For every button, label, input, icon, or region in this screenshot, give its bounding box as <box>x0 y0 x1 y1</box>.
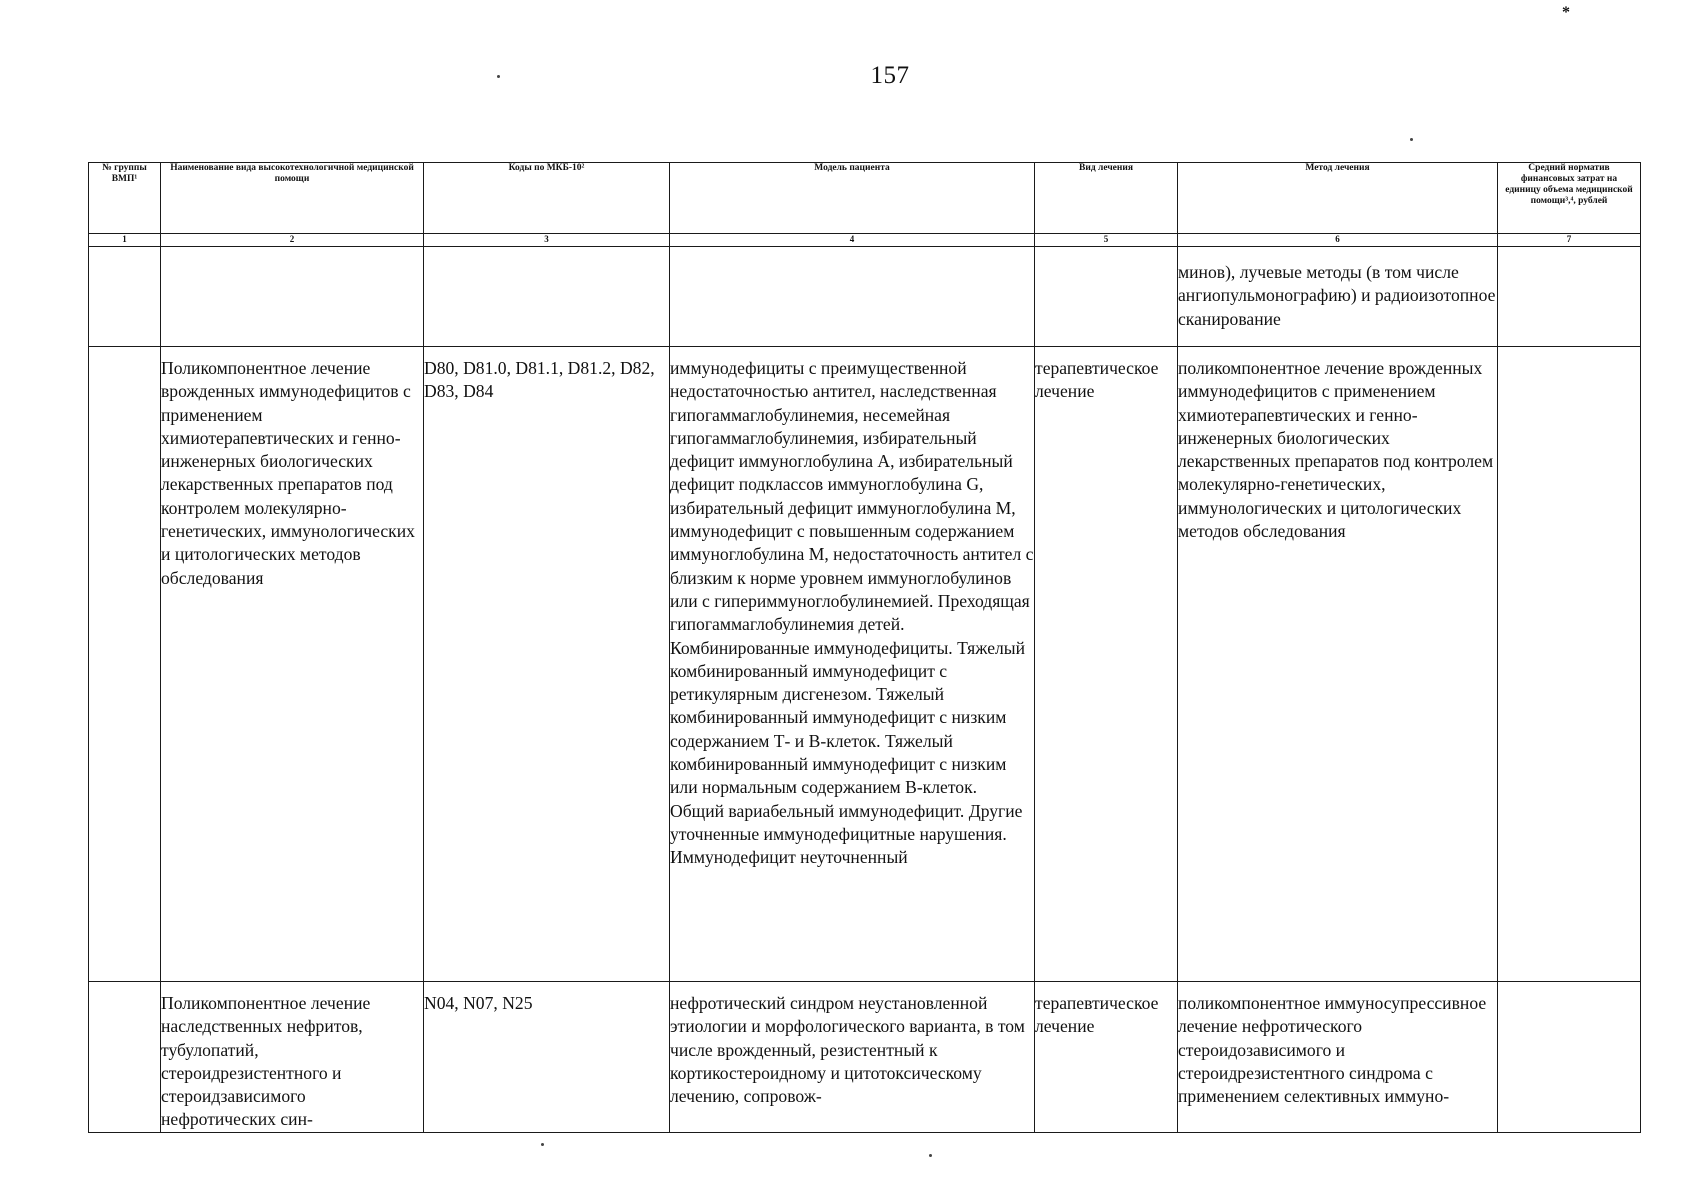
header-type: Вид лечения <box>1035 163 1178 234</box>
cell-group <box>89 247 161 347</box>
cell-method: поликомпонентное лечение врожденных иммунодефицитов с применением химиотерапевтических и генно-инженерных биологических лекарственных препаратов под контролем молекулярно-генетических, иммунологических и цитологических методов обследования <box>1178 347 1498 982</box>
column-number: 7 <box>1498 234 1641 247</box>
cell-codes <box>424 247 670 347</box>
header-group: № группы ВМП¹ <box>89 163 161 234</box>
header-cost: Средний норматив финансовых затрат на единицу объема медицинской помощи³,⁴, рублей <box>1498 163 1641 234</box>
cell-group <box>89 347 161 982</box>
column-number-row <box>89 234 1641 247</box>
corner-mark: * <box>1562 4 1570 21</box>
column-number: 2 <box>161 234 424 247</box>
scan-speck <box>497 75 500 78</box>
cell-model: иммунодефициты с преимущественной недостаточностью антител, наследственная гипогаммаглобулинемия, несемейная гипогаммаглобулинемия, избирательный дефицит иммуноглобулина А, избирательный дефицит подклассов иммуноглобулина G, избирательный дефицит иммуноглобулина М, иммунодефицит с повышенным содержанием иммуноглобулина М, недостаточность антител с близким к норме уровнем иммуноглобулинов или с гипериммуноглобулинемией. Преходящая гипогаммаглобулинемия детей. Комбинированные иммунодефициты. Тяжелый комбинированный иммунодефицит с ретикулярным дисгенезом. Тяжелый комбинированный иммунодефицит с низким содержанием Т- и В-клеток. Тяжелый комбинированный иммунодефицит с низким или нормальным содержанием В-клеток. Общий вариабельный иммунодефицит. Другие уточненные иммунодефицитные нарушения. Иммунодефицит неуточненный <box>670 347 1035 982</box>
column-number: 5 <box>1035 234 1178 247</box>
header-name: Наименование вида высокотехнологичной медицинской помощи <box>161 163 424 234</box>
cell-model <box>670 247 1035 347</box>
cell-cost <box>1498 247 1641 347</box>
cell-name: Поликомпонентное лечение врожденных иммунодефицитов с применением химиотерапевтических и генно-инженерных биологических лекарственных препаратов под контролем молекулярно-генетических, иммунологических и цитологических методов обследования <box>161 347 424 982</box>
column-number: 3 <box>424 234 670 247</box>
table-row <box>89 982 1641 1133</box>
cell-model: нефротический синдром неустановленной этиологии и морфологического варианта, в том числе врожденный, резистентный к кортикостероидному и цитотоксическому лечению, сопровож- <box>670 982 1035 1133</box>
cell-method: поликомпонентное иммуносупрессивное лечение нефротического стероидозависимого и стероидрезистентного синдрома с применением селективных иммуно- <box>1178 982 1498 1133</box>
scan-speck <box>541 1143 544 1146</box>
cell-type: терапевтическое лечение <box>1035 982 1178 1133</box>
cell-name: Поликомпонентное лечение наследственных нефритов, тубулопатий, стероидрезистентного и стероидзависимого нефротических син- <box>161 982 424 1133</box>
scan-speck <box>1410 138 1413 141</box>
data-table <box>88 162 1641 1133</box>
header-method: Метод лечения <box>1178 163 1498 234</box>
cell-codes: N04, N07, N25 <box>424 982 670 1133</box>
header-model: Модель пациента <box>670 163 1035 234</box>
cell-cost <box>1498 347 1641 982</box>
cell-cost <box>1498 982 1641 1133</box>
table-row <box>89 247 1641 347</box>
column-number: 6 <box>1178 234 1498 247</box>
column-number: 1 <box>89 234 161 247</box>
cell-type <box>1035 247 1178 347</box>
page-number: 157 <box>870 62 910 89</box>
header-codes: Коды по МКБ-10² <box>424 163 670 234</box>
header-row <box>89 163 1641 234</box>
table-row <box>89 347 1641 982</box>
cell-method: минов), лучевые методы (в том числе ангиопульмонографию) и радиоизотопное сканирование <box>1178 247 1498 347</box>
cell-group <box>89 982 161 1133</box>
cell-name <box>161 247 424 347</box>
cell-codes: D80, D81.0, D81.1, D81.2, D82, D83, D84 <box>424 347 670 982</box>
scan-speck <box>929 1154 932 1157</box>
cell-type: терапевтическое лечение <box>1035 347 1178 982</box>
column-number: 4 <box>670 234 1035 247</box>
